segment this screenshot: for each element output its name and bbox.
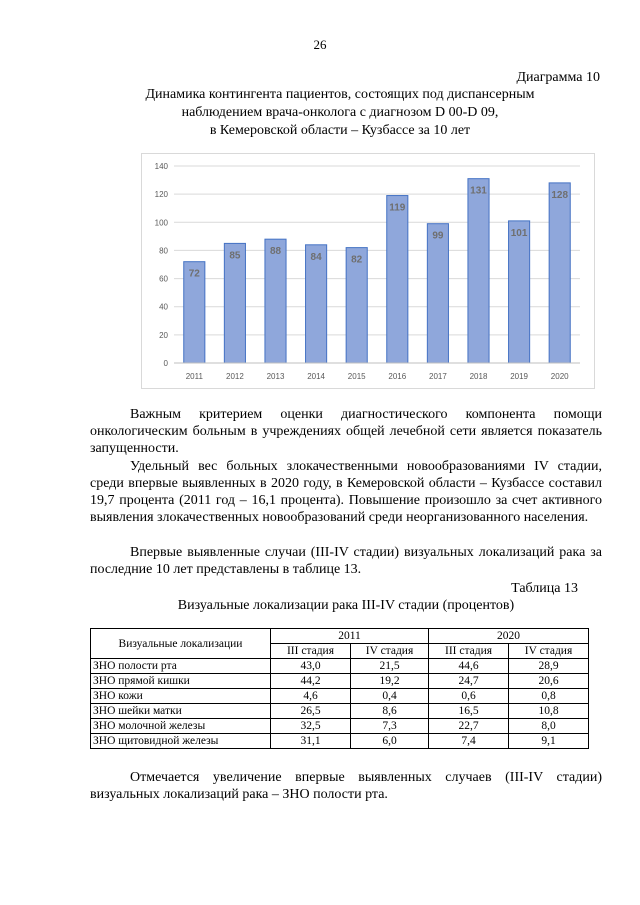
table-cell: 0,8	[509, 689, 589, 704]
diagram-title-line: Динамика контингента пациентов, состоящих под диспансерным	[145, 87, 535, 102]
y-tick-label: 120	[154, 190, 168, 200]
table-cell: 28,9	[509, 659, 589, 674]
table-cell: 22,7	[429, 719, 509, 734]
diagram-title-line: в Кемеровской области – Кузбассе за 10 лет	[209, 123, 471, 138]
bar	[549, 183, 570, 363]
table-cell: 32,5	[271, 719, 351, 734]
bar	[265, 239, 286, 363]
paragraph-1: Важным критерием оценки диагностического компонента помощи онкологическим больным в учреждениях общей лечебной сети является показатель запущенности.	[90, 407, 602, 456]
table-cell-name: ЗНО шейки матки	[91, 704, 271, 719]
table-cell: 0,6	[429, 689, 509, 704]
x-tick-label: 2012	[226, 372, 244, 381]
data-label: 72	[188, 268, 200, 280]
table-header-stage: III стадия	[429, 644, 509, 659]
y-tick-label: 140	[154, 162, 168, 171]
table-cell-name: ЗНО прямой кишки	[91, 674, 271, 689]
x-tick-label: 2016	[388, 372, 407, 381]
table-cell: 6,0	[351, 734, 429, 749]
table-title: Визуальные локализации рака III-IV стадии (процентов)	[177, 598, 515, 613]
table-row	[91, 659, 589, 674]
paragraph-4: Отмечается увеличение впервые выявленных случаев (III-IV стадии) визуальных локализаций рака – ЗНО полости рта.	[90, 770, 602, 802]
table-cell: 44,6	[429, 659, 509, 674]
bar	[387, 196, 408, 363]
table-cell-name: ЗНО молочной железы	[91, 719, 271, 734]
table-cell: 8,0	[509, 719, 589, 734]
table-cell: 9,1	[509, 734, 589, 749]
table-cell: 26,5	[271, 704, 351, 719]
table-cell-name: ЗНО кожи	[91, 689, 271, 704]
diagram-title	[90, 86, 590, 140]
table-cell-name: ЗНО щитовидной железы	[91, 734, 271, 749]
data-label: 99	[432, 230, 444, 242]
x-tick-label: 2018	[469, 372, 488, 381]
table-cell: 16,5	[429, 704, 509, 719]
x-tick-label: 2015	[347, 372, 366, 381]
x-tick-label: 2014	[307, 372, 325, 381]
table-header-stage: IV стадия	[351, 644, 429, 659]
paragraph-2: Удельный вес больных злокачественными новообразованиями IV стадии, среди впервые выявленных в 2020 году, в Кемеровской области – Кузбассе составил 19,7 процента (2011 год – 16,1 процента). Повышение произошло за счет активного выявления злокачественных новообразований среди неорганизованного населения.	[90, 459, 602, 525]
y-tick-label: 80	[159, 246, 168, 256]
table-cell: 24,7	[429, 674, 509, 689]
data-label: 101	[510, 227, 528, 239]
table-header-stage: III стадия	[271, 644, 351, 659]
bar	[427, 224, 448, 363]
page-number: 26	[313, 37, 327, 52]
table-cell: 7,3	[351, 719, 429, 734]
table-row	[91, 674, 589, 689]
x-tick-label: 2011	[185, 372, 203, 381]
table-cell: 21,5	[351, 659, 429, 674]
bar	[468, 179, 489, 363]
data-label: 131	[470, 185, 487, 197]
bar-chart-svg	[142, 154, 594, 388]
paragraph-3: Впервые выявленные случаи (III-IV стадии) визуальных локализаций рака за последние 10 лет представлены в таблице 13.	[90, 545, 602, 577]
data-table	[90, 628, 589, 749]
diagram-label: Диаграмма 10	[516, 70, 600, 85]
table-row	[91, 734, 589, 749]
data-label: 84	[310, 251, 322, 263]
x-tick-label: 2019	[510, 372, 528, 381]
x-tick-label: 2013	[266, 372, 285, 381]
table-header-stage: IV стадия	[509, 644, 589, 659]
table-label: Таблица 13	[511, 581, 578, 596]
data-label: 82	[351, 254, 363, 266]
data-label: 88	[269, 246, 282, 258]
y-tick-label: 20	[159, 330, 168, 340]
data-label: 119	[389, 202, 406, 214]
table-cell-name: ЗНО полости рта	[91, 659, 271, 674]
table-cell: 0,4	[351, 689, 429, 704]
table-cell: 20,6	[509, 674, 589, 689]
table-header-year: 2011	[271, 629, 429, 644]
table-row	[91, 719, 589, 734]
table-row	[91, 689, 589, 704]
y-tick-label: 60	[159, 274, 168, 284]
table-header-localization: Визуальные локализации	[91, 629, 271, 659]
table-cell: 4,6	[271, 689, 351, 704]
table-row	[91, 704, 589, 719]
table-cell: 44,2	[271, 674, 351, 689]
data-label: 85	[229, 250, 241, 262]
table-cell: 31,1	[271, 734, 351, 749]
data-label: 128	[551, 189, 569, 201]
y-tick-label: 100	[154, 218, 168, 228]
table-cell: 19,2	[351, 674, 429, 689]
table-header-row	[91, 629, 589, 644]
table-cell: 8,6	[351, 704, 429, 719]
bar-chart	[141, 153, 595, 389]
table-header-year: 2020	[429, 629, 589, 644]
x-tick-label: 2020	[550, 372, 569, 381]
y-tick-label: 40	[159, 302, 168, 312]
table-cell: 43,0	[271, 659, 351, 674]
y-tick-label: 0	[163, 359, 168, 368]
bar	[509, 221, 530, 363]
diagram-title-line: наблюдением врача-онколога с диагнозом D 00-D 09,	[181, 105, 499, 120]
table-cell: 10,8	[509, 704, 589, 719]
table-cell: 7,4	[429, 734, 509, 749]
x-tick-label: 2017	[429, 372, 447, 381]
